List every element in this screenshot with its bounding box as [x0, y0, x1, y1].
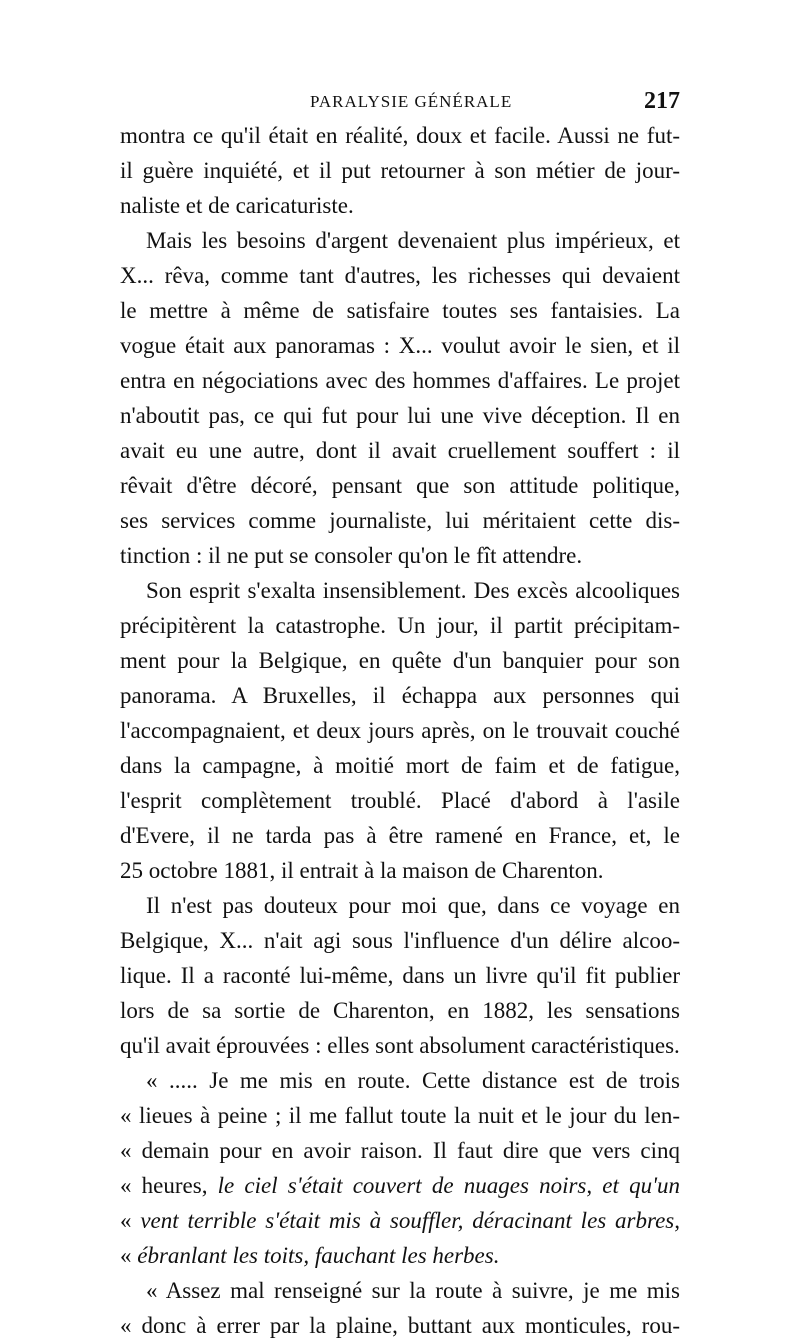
quote-italic-text: vent terrible s'était mis à souffler, déracinant les arbres,: [140, 1208, 680, 1233]
quote-italic-text: le ciel s'était couvert de nuages noirs, et qu'un: [217, 1173, 680, 1198]
text-line: X... rêva, comme tant d'autres, les richesses qui devaient: [120, 263, 680, 288]
text-line: ment pour la Belgique, en quête d'un banquier pour son: [120, 648, 680, 673]
page-header: [120, 88, 680, 116]
quote-prefix: « heures,: [120, 1173, 218, 1198]
text-line: il guère inquiété, et il put retourner à son métier de jour-: [120, 158, 680, 183]
text-line: rêvait d'être décoré, pensant que son attitude politique,: [120, 473, 680, 498]
quote-line: « ..... Je me mis en route. Cette distance est de trois: [146, 1068, 680, 1093]
paragraph-start-line: Il n'est pas douteux pour moi que, dans ce voyage en: [146, 893, 680, 918]
page-number: 217: [644, 88, 680, 114]
text-line: avait eu une autre, dont il avait cruellement souffert : il: [120, 438, 680, 463]
text-line: Belgique, X... n'ait agi sous l'influence d'un délire alcoo-: [120, 928, 680, 953]
paragraph-start-line: Mais les besoins d'argent devenaient plus impérieux, et: [146, 228, 680, 253]
text-line: entra en négociations avec des hommes d'affaires. Le projet: [120, 368, 680, 393]
quote-line: « lieues à peine ; il me fallut toute la nuit et le jour du len-: [120, 1103, 680, 1128]
quote-line-italic: [120, 1168, 680, 1203]
text-line: précipitèrent la catastrophe. Un jour, il partit précipitam-: [120, 613, 680, 638]
text-line: d'Evere, il ne tarda pas à être ramené en France, et, le: [120, 823, 680, 848]
quote-line: « demain pour en avoir raison. Il faut dire que vers cinq: [120, 1138, 680, 1163]
text-line: l'accompagnaient, et deux jours après, on le trouvait couché: [120, 718, 680, 743]
text-line: le mettre à même de satisfaire toutes ses fantaisies. La: [120, 298, 680, 323]
quote-line-italic: [120, 1203, 680, 1238]
text-line: l'esprit complètement troublé. Placé d'abord à l'asile: [120, 788, 680, 813]
text-line: panorama. A Bruxelles, il échappa aux personnes qui: [120, 683, 680, 708]
text-line: tinction : il ne put se consoler qu'on le fît attendre.: [120, 543, 583, 568]
text-line: vogue était aux panoramas : X... voulut avoir le sien, et il: [120, 333, 680, 358]
quote-prefix: «: [120, 1243, 138, 1268]
text-line: lique. Il a raconté lui-même, dans un livre qu'il fit publier: [120, 963, 680, 988]
text-line: qu'il avait éprouvées : elles sont absolument caractéristiques.: [120, 1033, 680, 1058]
body-text: [120, 118, 680, 1343]
quote-italic-text: ébranlant les toits, fauchant les herbes.: [137, 1243, 500, 1268]
quote-line: « donc à errer par la plaine, buttant aux monticules, rou-: [120, 1313, 680, 1338]
running-title: PARALYSIE GÉNÉRALE: [310, 92, 513, 111]
text-line: ses services comme journaliste, lui méritaient cette dis-: [120, 508, 680, 533]
text-line: dans la campagne, à moitié mort de faim et de fatigue,: [120, 753, 680, 778]
quote-line-italic: [120, 1238, 680, 1273]
quote-line: « Assez mal renseigné sur la route à suivre, je me mis: [146, 1278, 680, 1303]
text-line: n'aboutit pas, ce qui fut pour lui une vive déception. Il en: [120, 403, 680, 428]
paragraph-start-line: Son esprit s'exalta insensiblement. Des excès alcooliques: [146, 578, 680, 603]
text-line: montra ce qu'il était en réalité, doux et facile. Aussi ne fut-: [120, 123, 680, 148]
text-line: naliste et de caricaturiste.: [120, 193, 354, 218]
quote-prefix: «: [120, 1208, 141, 1233]
text-line: lors de sa sortie de Charenton, en 1882, les sensations: [120, 998, 680, 1023]
text-line: 25 octobre 1881, il entrait à la maison de Charenton.: [120, 858, 604, 883]
